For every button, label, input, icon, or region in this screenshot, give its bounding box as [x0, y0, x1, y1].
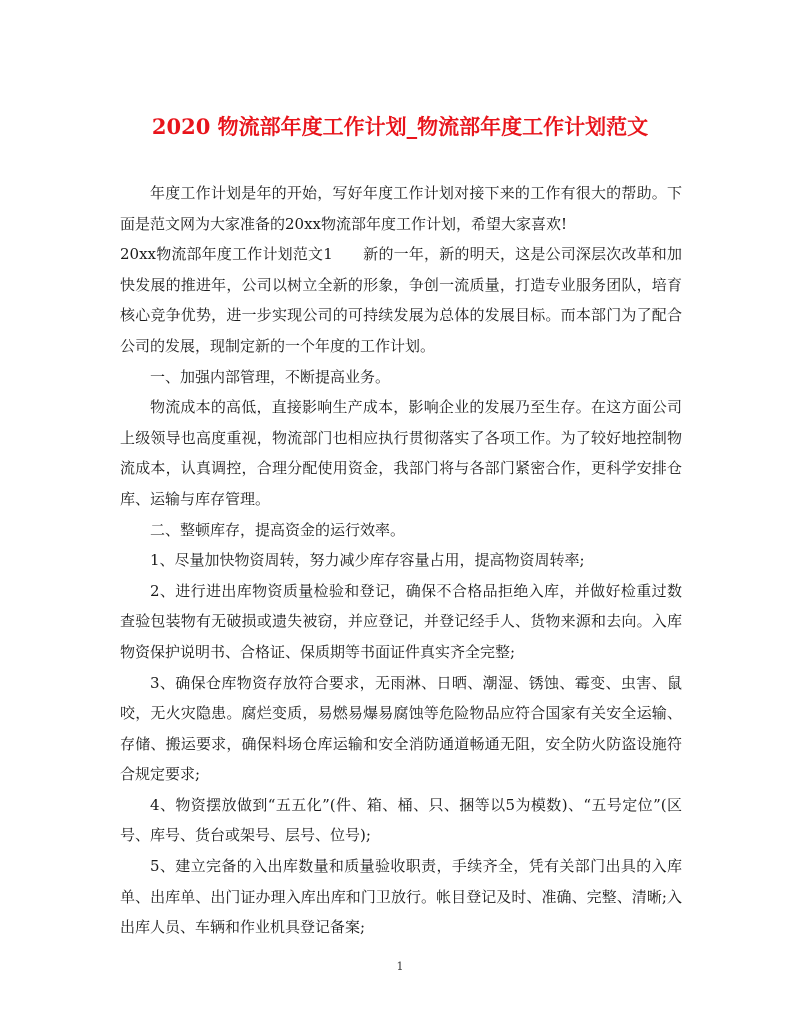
list-item: 1、尽量加快物资周转，努力减少库存容量占用，提高物资周转率; — [150, 551, 585, 570]
list-item: 3、确保仓库物资存放符合要求，无雨淋、日晒、潮湿、锈蚀、霉变、虫害、鼠咬，无火灾隐患。腐烂变质，易燃易爆易腐蚀等危险物品应符合国家有关安全运输、存储、搬运要求，确保料场仓库运输和安全消防通道畅通无阻，安全防火防盗设施符合规定要求; — [120, 673, 682, 784]
list-item: 4、物资摆放做到“五五化”(件、箱、桶、只、捆等以5为模数)、“五号定位”(区号、库号、货台或架号、层号、位号); — [120, 795, 682, 845]
paragraph: 物流成本的高低，直接影响生产成本，影响企业的发展乃至生存。在这方面公司上级领导也高度重视，物流部门也相应执行贯彻落实了各项工作。为了较好地控制物流成本，认真调控，合理分配使用资金，我部门将与各部门紧密合作，更科学安排仓库、运输与库存管理。 — [120, 398, 682, 508]
list-item: 5、建立完备的入出库数量和质量验收职责，手续齐全，凭有关部门出具的入库单、出库单、出门证办理入库出库和门卫放行。帐目登记及时、准确、完整、清晰;入出库人员、车辆和作业机具登记备案; — [120, 857, 682, 937]
paragraph: 年度工作计划是年的开始，写好年度工作计划对接下来的工作有很大的帮助。下面是范文网为大家准备的20xx物流部年度工作计划，希望大家喜欢! — [120, 184, 682, 233]
document-title: 2020 物流部年度工作计划_物流部年度工作计划范文 — [151, 114, 649, 139]
list-item: 2、进行进出库物资质量检验和登记，确保不合格品拒绝入库，并做好检重过数查验包装物有无破损或遗失被窃，并应登记，并登记经手人、货物来源和去向。入库物资保护说明书、合格证、保质期等书面证件真实齐全完整; — [120, 581, 682, 661]
section-heading: 一、加强内部管理，不断提高业务。 — [150, 367, 391, 386]
paragraph: 20xx物流部年度工作计划范文1 新的一年，新的明天，这是公司深层次改革和加快发展的推进年，公司以树立全新的形象，争创一流质量，打造专业服务团队，培育核心竞争优势，进一步实现公司的可持续发展为总体的发展目标。而本部门为了配合公司的发展，现制定新的一个年度的工作计划。 — [120, 245, 682, 355]
document-body — [120, 178, 682, 943]
page-number: 1 — [396, 960, 404, 973]
section-heading: 二、整顿库存，提高资金的运行效率。 — [150, 520, 406, 539]
